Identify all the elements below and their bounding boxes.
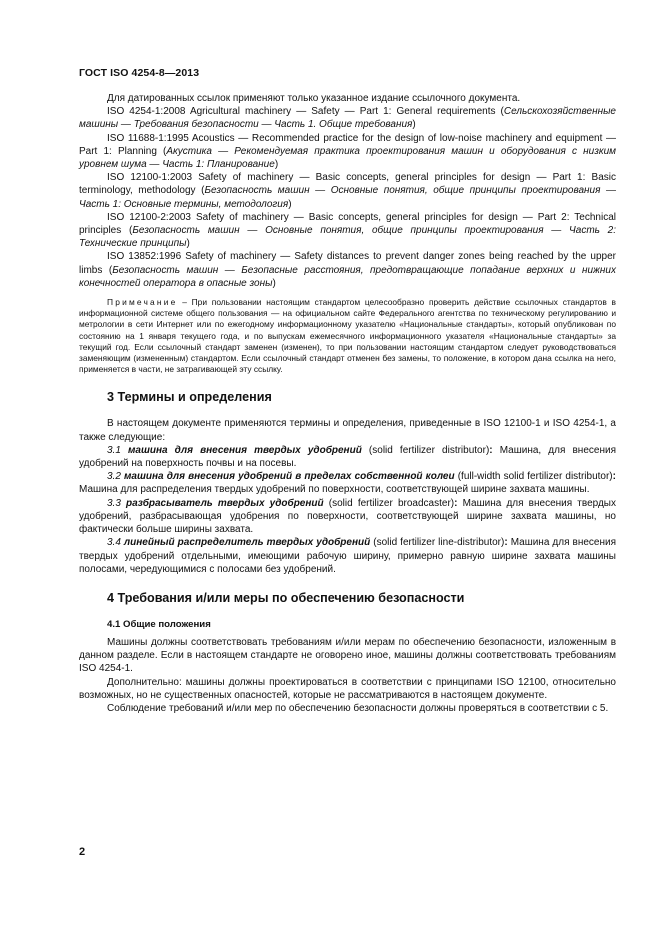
refs-note [79,297,616,375]
refs-intro: Для датированных ссылок применяют только указанное издание ссылочного документа. [107,93,521,104]
term-definition: 3.1 машина для внесения твердых удобрений (solid fertilizer distributor): Машина, для внесения удобрений на поверхность почвы и на посевы. [79,444,616,470]
note-label: Примечание [107,297,178,308]
ref-item: ISO 12100-1:2003 Safety of machinery — Basic concepts, general principles for design — Part 1: Basic terminology, methodology (Безопасность машин — Основные понятия, общие принципы проектирования — Часть 1: Основные термины, методология) [79,172,616,210]
page-content [79,92,616,715]
section-3-title: 3 Термины и определения [107,390,272,405]
ref-item: ISO 11688-1:1995 Acoustics — Recommended practice for the design of low-noise machinery and equipment — Part 1: Planning (Акустика — Рекомендуемая практика проектирования машин и оборудования с низким уровнем шума — Часть 1: Планирование) [79,132,617,171]
ref-item: ISO 12100-2:2003 Safety of machinery — Basic concepts, general principles for design — Part 2: Technical principles (Безопасность машин — Основные понятия, общие принципы проектирования — Часть 2: Технические принципы) [79,211,616,250]
page-number: 2 [79,846,86,858]
term-definition: 3.4 линейный распределитель твердых удобрений (solid fertilizer line-distributor): Машина для внесения твердых удобрений отдельными, имеющими рабочую ширину, примерно равную ширине захвата машины полосами, чередующимися с полосами без удобрений. [79,537,616,575]
document-code-header: ГОСТ ISO 4254-8—2013 [79,67,200,79]
section-3-intro: В настоящем документе применяются термины и определения, приведенные в ISO 12100-1 и ISO 4254-1, а также следующие: [79,418,616,443]
ref-item: ISO 4254-1:2008 Agricultural machinery — Safety — Part 1: General requirements (Сельскохозяйственные машины — Требования безопасности — Часть 1. Общие требования) [79,106,616,131]
section-4-paragraph: Соблюдение требований и/или мер по обеспечению безопасности должны проверяться в соответствии с 5. [107,702,609,714]
section-4-paragraph: Машины должны соответствовать требованиям и/или мерам по обеспечению безопасности, изложенным в данном разделе. Если в настоящем стандарте не оговорено иное, машины должны соответствовать требованиям ISO 4254-1. [79,636,616,675]
subsection-4-1-title: 4.1 Общие положения [107,618,211,630]
note-text: – При пользовании настоящим стандартом целесообразно проверить действие ссылочных стандартов в информационной системе общего пользования — на официальном сайте Федерального агентства по техническому регулированию и метрологии в сети Интернет или по ежегодному информационному указателю «Национальные стандарты», который опубликован по состоянию на 1 января текущего года, и по выпускам ежемесячного информационного указателя «Национальные стандарты» за текущий год. Если ссылочный стандарт заменен (изменен), то при пользовании настоящим стандартом следует руководствоваться заменяющим (измененным) стандартом. Если ссылочный стандарт отменен без замены, то положение, в котором дана ссылка на него, применяется в части, не затрагивающей эту ссылку. [79,297,616,375]
term-definition: 3.2 машина для внесения удобрений в пределах собственной колеи (full-width solid fertilizer distributor): Машина для распределения твердых удобрений по поверхности, соответствующей ширине захвата машины. [79,471,616,496]
ref-item: ISO 13852:1996 Safety of machinery — Safety distances to prevent danger zones being reached by the upper limbs (Безопасность машин — Безопасные расстояния, предотвращающие попадание верхних и нижних конечностей оператора в опасные зоны) [79,251,616,289]
term-definition: 3.3 разбрасыватель твердых удобрений (solid fertilizer broadcaster): Машина для внесения твердых удобрений, разбрасывающая удобрения по поверхности, соответствующей ширине захвата машины, но фактически больше ширины захвата. [79,497,616,536]
section-4-title: 4 Требования и/или меры по обеспечению безопасности [107,590,465,605]
section-4-paragraph: Дополнительно: машины должны проектироваться в соответствии с принципами ISO 12100, относительно возможных, но не существенных опасностей, которые не рассматриваются в настоящем документе. [79,676,616,701]
